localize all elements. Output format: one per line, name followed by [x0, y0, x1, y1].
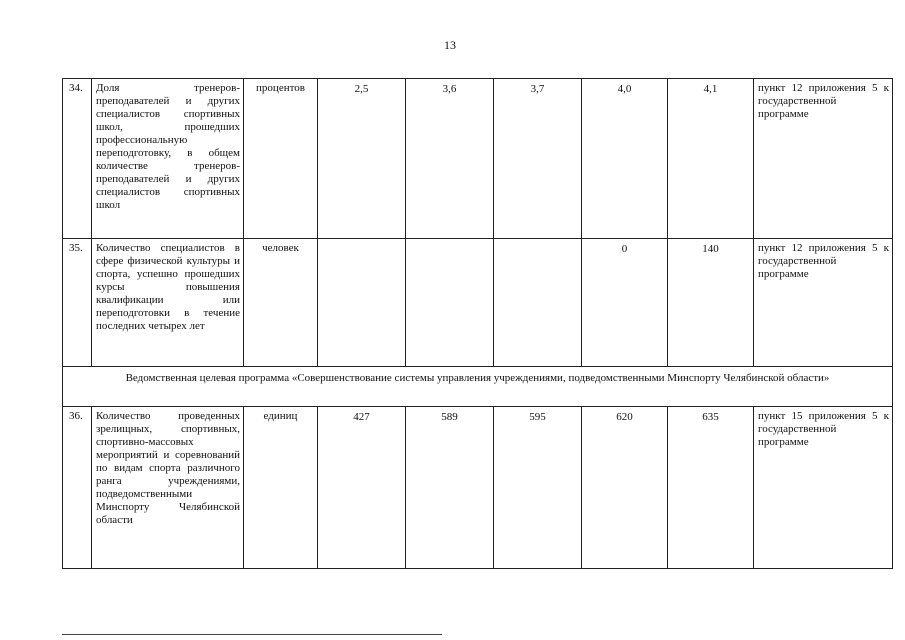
value-5: 635: [668, 407, 754, 569]
source-reference: пункт 15 приложения 5 к государственной программе: [754, 407, 893, 569]
value-3: [494, 239, 582, 367]
indicators-table: [62, 78, 893, 569]
indicator-name: Доля тренеров-преподавателей и других специалистов спортивных школ, прошедших профессиональную переподготовку, в общем количестве тренеров-преподавателей и других специалистов спортивных школ: [92, 79, 244, 239]
value-3: 3,7: [494, 79, 582, 239]
value-2: [406, 239, 494, 367]
page-number: 13: [444, 38, 456, 52]
table-row: [63, 79, 893, 239]
value-4: 620: [582, 407, 668, 569]
footnote-divider: [62, 634, 442, 635]
indicator-name: Количество специалистов в сфере физической культуры и спорта, успешно прошедших курсы повышения квалификации или переподготовки в течение последних четырех лет: [92, 239, 244, 367]
value-5: 4,1: [668, 79, 754, 239]
value-3: 595: [494, 407, 582, 569]
source-reference: пункт 12 приложения 5 к государственной программе: [754, 239, 893, 367]
value-5: 140: [668, 239, 754, 367]
source-reference: пункт 12 приложения 5 к государственной программе: [754, 79, 893, 239]
unit: человек: [244, 239, 318, 367]
value-2: 3,6: [406, 79, 494, 239]
value-1: [318, 239, 406, 367]
value-1: 427: [318, 407, 406, 569]
value-4: 4,0: [582, 79, 668, 239]
table-row: [63, 239, 893, 367]
indicator-name: Количество проведенных зрелищных, спортивных, спортивно-массовых мероприятий и соревнований по видам спорта различного ранга учреждениями, подведомственными Минспорту Челябинской области: [92, 407, 244, 569]
row-number: 35.: [63, 239, 92, 367]
value-1: 2,5: [318, 79, 406, 239]
value-2: 589: [406, 407, 494, 569]
section-heading: Ведомственная целевая программа «Совершенствование системы управления учреждениями, подведомственными Минспорту Челябинской области»: [63, 367, 893, 407]
section-heading-row: [63, 367, 893, 407]
row-number: 36.: [63, 407, 92, 569]
table-row: [63, 407, 893, 569]
unit: единиц: [244, 407, 318, 569]
value-4: 0: [582, 239, 668, 367]
unit: процентов: [244, 79, 318, 239]
row-number: 34.: [63, 79, 92, 239]
